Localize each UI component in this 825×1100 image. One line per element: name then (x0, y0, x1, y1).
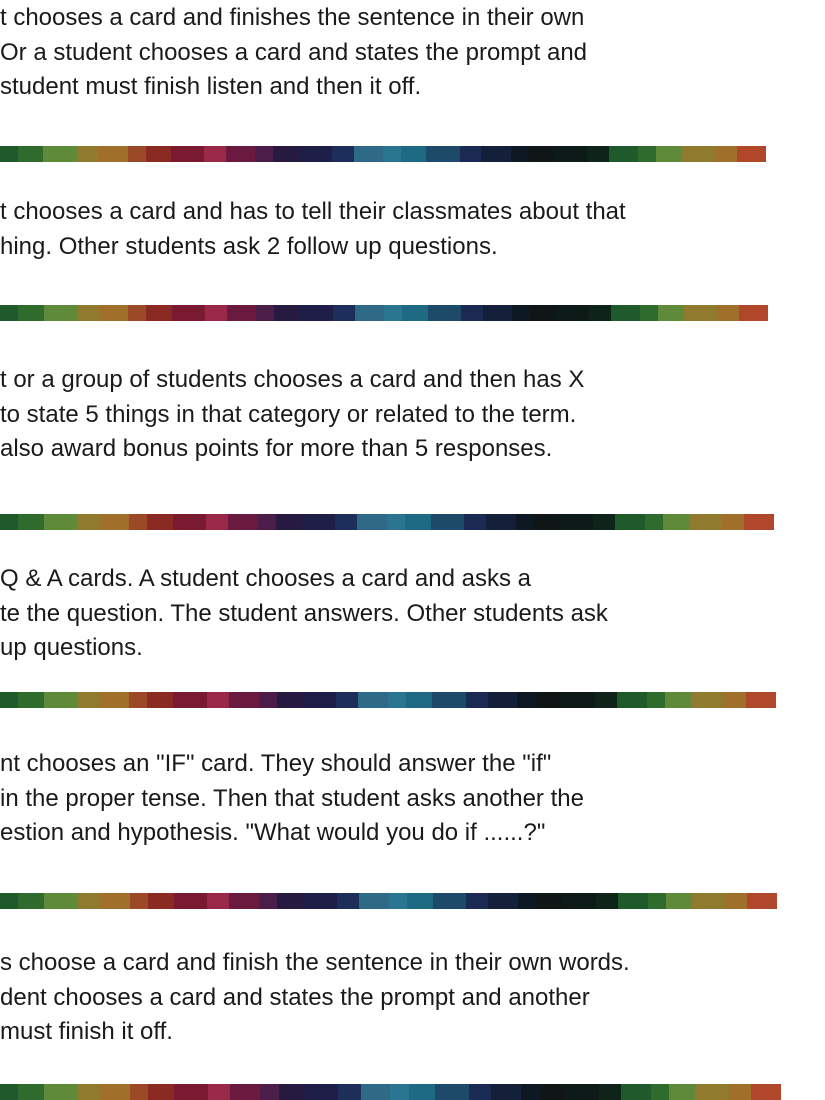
paragraph-5 (0, 747, 584, 851)
stripe-segment (729, 1084, 751, 1100)
stripe-segment (303, 893, 337, 909)
stripe-segment (534, 514, 560, 530)
paragraph-line: s choose a card and finish the sentence in their own words. (0, 949, 630, 976)
stripe-segment (405, 514, 431, 530)
stripe-segment (207, 692, 229, 708)
stripe-segment (18, 692, 44, 708)
stripe-segment (611, 305, 640, 321)
stripe-segment (279, 1084, 305, 1100)
stripe-segment (332, 146, 354, 162)
stripe-segment (556, 305, 589, 321)
stripe-segment (483, 305, 512, 321)
stripe-segment (407, 893, 433, 909)
stripe-segment (337, 893, 359, 909)
stripe-segment (0, 692, 18, 708)
stripe-segment (691, 692, 725, 708)
stripe-segment (18, 514, 44, 530)
stripe-segment (615, 514, 645, 530)
stripe-segment (432, 692, 466, 708)
stripe-segment (333, 305, 355, 321)
stripe-segment (260, 1084, 278, 1100)
stripe-segment (384, 305, 402, 321)
stripe-segment (277, 692, 303, 708)
stripe-segment (486, 514, 516, 530)
color-stripe-divider (0, 692, 776, 708)
stripe-segment (383, 146, 401, 162)
paragraph-1 (0, 1, 587, 105)
stripe-segment (208, 1084, 230, 1100)
paragraph-line: must finish it off. (0, 1018, 173, 1045)
stripe-segment (617, 692, 647, 708)
paragraph-line: estion and hypothesis. "What would you do if ......?" (0, 819, 546, 846)
stripe-segment (737, 146, 766, 162)
stripe-segment (130, 893, 148, 909)
paragraph-line: dent chooses a card and states the prompt and another (0, 983, 590, 1011)
stripe-segment (562, 893, 596, 909)
paragraph-line: t chooses a card and has to tell their classmates about that (0, 198, 626, 225)
stripe-segment (426, 146, 459, 162)
stripe-segment (77, 305, 99, 321)
stripe-segment (173, 514, 207, 530)
stripe-segment (656, 146, 682, 162)
stripe-segment (695, 1084, 729, 1100)
stripe-segment (521, 1084, 539, 1100)
stripe-segment (539, 1084, 565, 1100)
stripe-segment (689, 514, 723, 530)
stripe-segment (226, 146, 255, 162)
stripe-segment (77, 514, 99, 530)
stripe-segment (44, 1084, 78, 1100)
stripe-segment (518, 893, 536, 909)
stripe-segment (717, 305, 739, 321)
stripe-segment (554, 146, 587, 162)
stripe-segment (595, 692, 617, 708)
paragraph-4 (0, 562, 608, 666)
stripe-segment (0, 1084, 18, 1100)
stripe-segment (229, 692, 259, 708)
stripe-segment (435, 1084, 469, 1100)
stripe-segment (258, 514, 276, 530)
stripe-segment (204, 146, 226, 162)
stripe-segment (128, 305, 146, 321)
stripe-segment (361, 1084, 391, 1100)
stripe-segment (406, 692, 432, 708)
stripe-segment (599, 1084, 621, 1100)
stripe-segment (99, 514, 129, 530)
stripe-segment (511, 146, 529, 162)
stripe-segment (461, 305, 483, 321)
stripe-segment (18, 893, 44, 909)
stripe-segment (665, 692, 691, 708)
stripe-segment (488, 893, 518, 909)
stripe-segment (746, 692, 776, 708)
stripe-segment (684, 305, 717, 321)
stripe-segment (466, 893, 488, 909)
stripe-segment (255, 146, 273, 162)
stripe-segment (387, 514, 405, 530)
stripe-segment (536, 893, 562, 909)
stripe-segment (516, 514, 534, 530)
stripe-segment (229, 893, 259, 909)
stripe-segment (460, 146, 482, 162)
stripe-segment (129, 514, 147, 530)
stripe-segment (725, 893, 747, 909)
stripe-segment (276, 514, 302, 530)
stripe-segment (274, 305, 300, 321)
stripe-segment (78, 1084, 100, 1100)
stripe-segment (259, 692, 277, 708)
stripe-segment (98, 146, 127, 162)
stripe-segment (647, 692, 665, 708)
stripe-segment (147, 692, 173, 708)
stripe-segment (357, 514, 387, 530)
stripe-segment (78, 692, 100, 708)
stripe-segment (512, 305, 530, 321)
stripe-segment (739, 305, 768, 321)
stripe-segment (227, 305, 256, 321)
paragraph-line: to state 5 things in that category or related to the term. (0, 400, 577, 428)
stripe-segment (44, 893, 78, 909)
stripe-segment (669, 1084, 695, 1100)
stripe-segment (744, 514, 774, 530)
stripe-segment (207, 893, 229, 909)
stripe-segment (100, 1084, 130, 1100)
color-stripe-divider (0, 1084, 781, 1100)
stripe-segment (389, 893, 407, 909)
stripe-segment (128, 146, 146, 162)
stripe-segment (273, 146, 299, 162)
stripe-segment (359, 893, 389, 909)
stripe-segment (44, 305, 77, 321)
stripe-segment (77, 146, 99, 162)
paragraph-3 (0, 363, 584, 467)
stripe-segment (302, 514, 336, 530)
stripe-segment (259, 893, 277, 909)
stripe-segment (0, 893, 18, 909)
stripe-segment (336, 692, 358, 708)
stripe-segment (560, 514, 594, 530)
stripe-segment (517, 692, 535, 708)
stripe-segment (300, 305, 333, 321)
color-stripe-divider (0, 146, 766, 162)
stripe-segment (355, 305, 384, 321)
stripe-segment (464, 514, 486, 530)
stripe-segment (658, 305, 684, 321)
stripe-segment (535, 692, 561, 708)
stripe-segment (565, 1084, 599, 1100)
stripe-segment (640, 305, 658, 321)
paragraph-line: t chooses a card and finishes the sentence in their own (0, 4, 585, 31)
stripe-segment (44, 514, 78, 530)
stripe-segment (666, 893, 692, 909)
stripe-segment (530, 305, 556, 321)
stripe-segment (651, 1084, 669, 1100)
stripe-segment (303, 692, 337, 708)
stripe-segment (529, 146, 555, 162)
stripe-segment (751, 1084, 781, 1100)
stripe-segment (305, 1084, 339, 1100)
stripe-segment (146, 305, 172, 321)
stripe-segment (174, 1084, 208, 1100)
paragraph-line: also award bonus points for more than 5 responses. (0, 435, 553, 462)
stripe-segment (682, 146, 715, 162)
stripe-segment (354, 146, 383, 162)
paragraph-line: t or a group of students chooses a card and then has X (0, 366, 585, 393)
stripe-segment (401, 146, 427, 162)
stripe-segment (99, 305, 128, 321)
stripe-segment (147, 514, 173, 530)
stripe-segment (43, 146, 76, 162)
stripe-segment (587, 146, 609, 162)
stripe-segment (747, 893, 777, 909)
stripe-segment (648, 893, 666, 909)
stripe-segment (130, 1084, 148, 1100)
stripe-segment (609, 146, 638, 162)
stripe-segment (428, 305, 461, 321)
stripe-segment (44, 692, 78, 708)
stripe-segment (593, 514, 615, 530)
paragraph-line: nt chooses an "IF" card. They should answer the "if" (0, 750, 552, 777)
stripe-segment (148, 1084, 174, 1100)
paragraph-6 (0, 946, 630, 1050)
stripe-segment (100, 692, 130, 708)
stripe-segment (338, 1084, 360, 1100)
stripe-segment (722, 514, 744, 530)
stripe-segment (172, 305, 205, 321)
stripe-segment (589, 305, 611, 321)
stripe-segment (618, 893, 648, 909)
stripe-segment (488, 692, 518, 708)
stripe-segment (206, 514, 228, 530)
stripe-segment (645, 514, 663, 530)
paragraph-line: Or a student chooses a card and states the prompt and (0, 38, 588, 66)
paragraph-2 (0, 195, 626, 264)
stripe-segment (0, 514, 18, 530)
stripe-segment (18, 305, 44, 321)
paragraph-line: Q & A cards. A student chooses a card and asks a (0, 565, 531, 592)
stripe-segment (173, 692, 207, 708)
stripe-segment (466, 692, 488, 708)
color-stripe-divider (0, 305, 768, 321)
stripe-segment (724, 692, 746, 708)
paragraph-line: hing. Other students ask 2 follow up questions. (0, 232, 498, 260)
stripe-segment (171, 146, 204, 162)
stripe-segment (433, 893, 467, 909)
stripe-segment (78, 893, 100, 909)
stripe-segment (621, 1084, 651, 1100)
stripe-segment (230, 1084, 260, 1100)
stripe-segment (390, 1084, 408, 1100)
stripe-segment (277, 893, 303, 909)
stripe-segment (299, 146, 332, 162)
stripe-segment (18, 1084, 44, 1100)
stripe-segment (100, 893, 130, 909)
stripe-segment (402, 305, 428, 321)
paragraph-line: te the question. The student answers. Other students ask (0, 599, 608, 627)
stripe-segment (596, 893, 618, 909)
stripe-segment (431, 514, 465, 530)
color-stripe-divider (0, 893, 777, 909)
paragraph-line: in the proper tense. Then that student asks another the (0, 784, 584, 812)
stripe-segment (146, 146, 172, 162)
stripe-segment (129, 692, 147, 708)
stripe-segment (388, 692, 406, 708)
stripe-segment (205, 305, 227, 321)
stripe-segment (491, 1084, 521, 1100)
paragraph-line: up questions. (0, 634, 143, 661)
stripe-segment (18, 146, 44, 162)
stripe-segment (358, 692, 388, 708)
stripe-segment (481, 146, 510, 162)
stripe-segment (663, 514, 689, 530)
stripe-segment (469, 1084, 491, 1100)
stripe-segment (256, 305, 274, 321)
paragraph-line: student must finish listen and then it off. (0, 73, 422, 100)
stripe-segment (148, 893, 174, 909)
stripe-segment (0, 305, 18, 321)
stripe-segment (228, 514, 258, 530)
stripe-segment (409, 1084, 435, 1100)
color-stripe-divider (0, 514, 774, 530)
stripe-segment (715, 146, 737, 162)
stripe-segment (561, 692, 595, 708)
stripe-segment (692, 893, 726, 909)
stripe-segment (335, 514, 357, 530)
stripe-segment (0, 146, 18, 162)
stripe-segment (638, 146, 656, 162)
stripe-segment (174, 893, 208, 909)
